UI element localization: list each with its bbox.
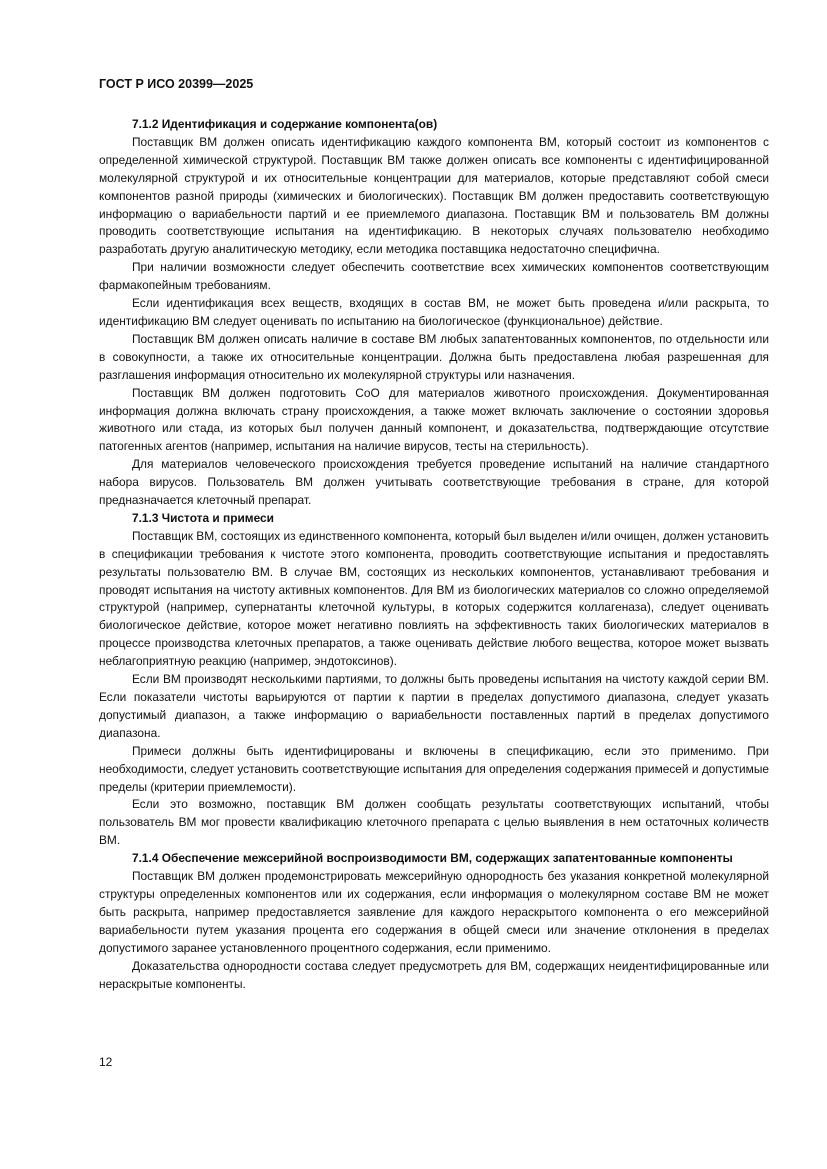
paragraph: Поставщик ВМ должен описать идентификацию каждого компонента ВМ, который состоит из компонентов с определенной химической структурой. Поставщик ВМ также должен описать все компоненты с идентифицированной молекулярной структурой и их относительные концентрации для материалов, которые представляют собой смеси компонентов разной природы (химических и биологических). Поставщик ВМ должен предоставить соответствующую информацию о вариабельности партий и ее приемлемого диапазона. Поставщик ВМ и пользователь ВМ должны проводить соответствующие испытания на идентификацию. В некоторых случаях пользователю необходимо разработать другую аналитическую методику, если методика поставщика недостаточно специфична. (99, 134, 769, 257)
paragraph: Для материалов человеческого происхождения требуется проведение испытаний на наличие стандартного набора вирусов. Пользователь ВМ должен учитывать соответствующие требования в стране, для которой предназначается клеточный препарат. (99, 457, 769, 508)
paragraph: Поставщик ВМ, состоящих из единственного компонента, который был выделен и/или очищен, должен установить в спецификации требования к чистоте этого компонента, проводить соответствующие испытания и предоставлять результаты пользователю ВМ. В случае ВМ, состоящих из нескольких компонентов, устанавливают требования и проводят испытания на чистоту активных компонентов. Для ВМ из биологических материалов со сложно определяемой структурой (например, супернатанты клеточной культуры, в которых содержится коллагеназа), следует оценивать биологическое действие, которое может негативно повлиять на эффективность таких биологических материалов в процессе производства клеточных препаратов, а также оценивать действие любого вещества, которое может вызвать неблагоприятную реакцию (например, эндотоксинов). (99, 528, 769, 669)
section-heading-7-1-2: 7.1.2 Идентификация и содержание компонента(ов) (132, 117, 438, 131)
paragraph: Доказательства однородности состава следует предусмотреть для ВМ, содержащих неидентифицированные или нераскрытые компоненты. (99, 958, 769, 991)
paragraph: Если ВМ производят несколькими партиями, то должны быть проведены испытания на чистоту каждой серии ВМ. Если показатели чистоты варьируются от партии к партии в пределах допустимого диапазона, следует указать допустимый диапазон, а также информацию о вариабельности поставленных партий в пределах допустимого диапазона. (99, 672, 769, 740)
paragraph: Поставщик ВМ должен описать наличие в составе ВМ любых запатентованных компонентов, по отдельности или в совокупности, а также их относительные концентрации. Должна быть предоставлена любая разрешенная для разглашения информация относительно их молекулярной структуры или назначения. (99, 331, 769, 382)
page-body (99, 116, 769, 993)
section-heading-7-1-3: 7.1.3 Чистота и примеси (132, 510, 274, 525)
paragraph: Если идентификация всех веществ, входящих в состав ВМ, не может быть проведена и/или раскрыта, то идентификацию ВМ следует оценивать по испытанию на биологическое (функциональное) действие. (99, 296, 769, 328)
document-header: ГОСТ Р ИСО 20399—2025 (99, 77, 254, 91)
section-heading-7-1-4: 7.1.4 Обеспечение межсерийной воспроизводимости ВМ, содержащих запатентованные компоненты (132, 851, 733, 866)
paragraph: Если это возможно, поставщик ВМ должен сообщать результаты соответствующих испытаний, чтобы пользователь ВМ мог провести квалификацию клеточного препарата с целью выявления в нем остаточных количеств ВМ. (99, 797, 769, 848)
paragraph: Поставщик ВМ должен подготовить CoO для материалов животного происхождения. Документированная информация должна включать страну происхождения, а также может включать заключение о состоянии здоровья животного или стада, из которых был получен данный компонент, и доказательства, подтверждающие отсутствие патогенных агентов (например, испытания на наличие вирусов, тесты на стерильность). (99, 385, 769, 454)
paragraph: Примеси должны быть идентифицированы и включены в спецификацию, если это применимо. При необходимости, следует установить соответствующие испытания для определения содержания примесей и допустимые пределы (критерии приемлемости). (99, 743, 769, 794)
page-number: 12 (99, 1055, 113, 1069)
paragraph: При наличии возможности следует обеспечить соответствие всех химических компонентов соответствующим фармакопейным требованиям. (99, 260, 769, 293)
paragraph: Поставщик ВМ должен продемонстрировать межсерийную однородность без указания конкретной молекулярной структуры определенных компонентов или их содержания, если информация о молекулярном составе ВМ не может быть раскрыта, например предоставляется заявление для каждого нераскрытого компонента о его межсерийной вариабельности путем указания процента его содержания в общей смеси или значение отклонения в пределах допустимого заранее установленного процентного содержания, если применимо. (99, 869, 769, 955)
